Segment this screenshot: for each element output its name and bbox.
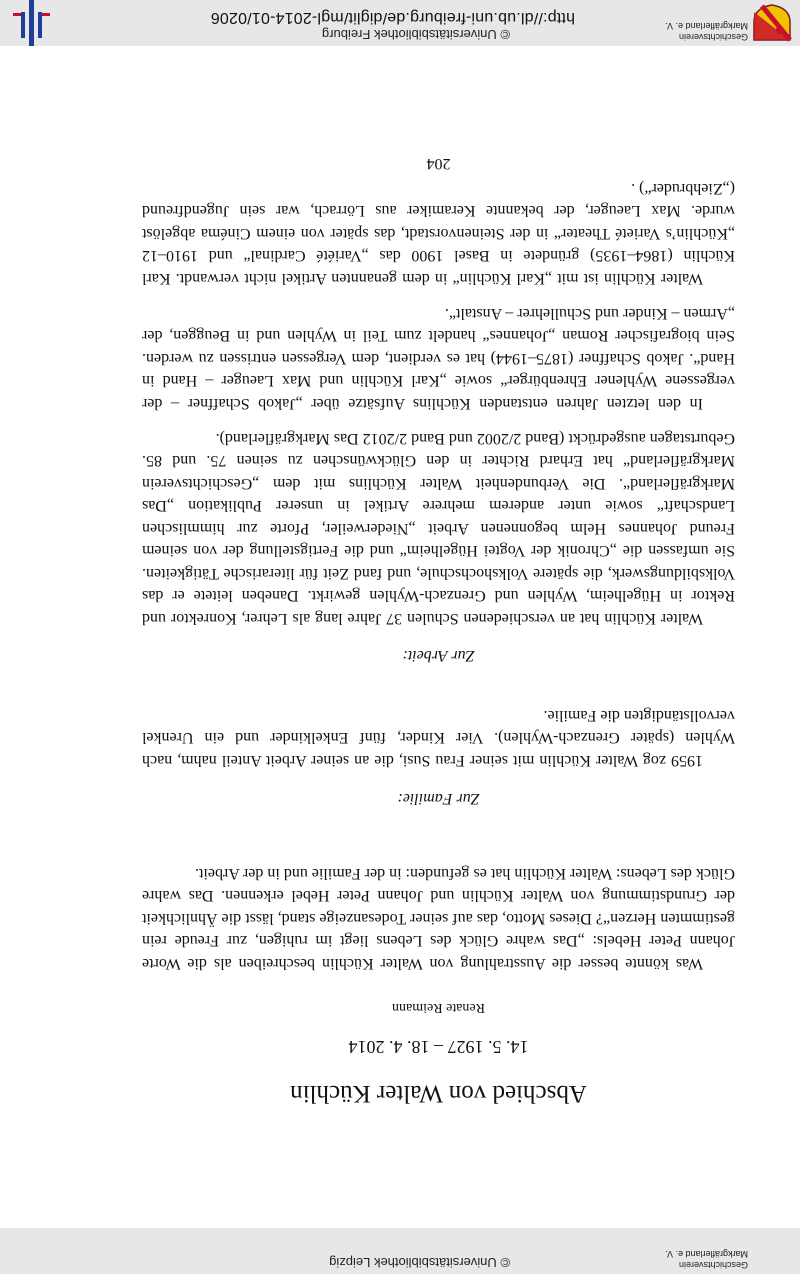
bottom-source-banner bbox=[0, 1228, 800, 1274]
university-library-logo-icon bbox=[12, 0, 52, 46]
copyright-notice: © Universitätsbibliothek Leipzig bbox=[329, 1255, 510, 1270]
article-author: Renate Reimann bbox=[392, 1000, 485, 1015]
coat-of-arms-icon bbox=[752, 4, 792, 42]
section-heading-family: Zur Familie: bbox=[397, 790, 480, 807]
copyright-notice: © Universitätsbibliothek Freiburg bbox=[321, 27, 510, 42]
society-name: Geschichtsverein Markgräflerland e. V. bbox=[665, 1249, 748, 1270]
society-name: Geschichtsverein Markgräflerland e. V. bbox=[665, 21, 748, 42]
top-source-banner bbox=[0, 0, 800, 46]
work-paragraph-2: In den letzten Jahren entstanden Küchlins Aufsätze über „Jakob Schaffner – der vergessene Wyhlener Ehrenbürger“ sowie „Karl Küchlin und Max Laeuger – Hand in Hand“. Jakob Schaffner (1875–1944) hat es verdient, dem Vergessen entrissen zu werden. Sein biografischer Roman „Johannes“ handelt zum Teil in Wyhlen und in Beuggen, der „Armen – Kinder und Schullehrer – Anstalt“. bbox=[142, 305, 735, 412]
section-heading-work: Zur Arbeit: bbox=[402, 647, 475, 664]
intro-paragraph: Was könnte besser die Ausstrahlung von Walter Küchlin beschreiben als die Worte Johann Peter Hebels: „Das wahre Glück des Lebens liegt im ruhigen, zur Freude rein gestimmten Herzen“? Dieses Motto, das auf seiner Todesanzeige stand, lässt die Ähnlichkeit der Grundstimmung von Walter Küchlin und Johann Peter Hebel erkennen. Das wahre Glück des Lebens: Walter Küchlin hat es gefunden: in der Familie und in der Arbeit. bbox=[142, 865, 735, 972]
page-number: 204 bbox=[426, 155, 451, 172]
family-paragraph: 1959 zog Walter Küchlin mit seiner Frau Susi, die an seiner Arbeit Anteil nahm, nach Wyhlen (später Grenzach-Wyhlen). Vier Kinder, fünf Enkelkinder und ein Urenkel vervollständigten die Familie. bbox=[142, 707, 735, 769]
work-paragraph-3: Walter Küchlin ist mit „Karl Küchlin“ in dem genannten Artikel nicht verwandt. Karl Küchlin (1864–1935) gründete in Basel 1900 das „Variété Cardinal“ und 1910–12 „Küchlin’s Varieté Theater“ in der Steinenvorstadt, das später von einem Cinéma abgelöst wurde. Max Laeuger, der bekannte Keramiker aus Lörrach, war sein Jugendfreund („Ziehbruder“) . bbox=[142, 180, 735, 287]
document-url[interactable]: http://dl.ub.uni-freiburg.de/diglit/mgl-2014-01/0206 bbox=[210, 9, 575, 26]
life-dates: 14. 5. 1927 – 18. 4. 2014 bbox=[348, 1037, 529, 1057]
article-title: Abschied von Walter Küchlin bbox=[290, 1080, 587, 1107]
work-paragraph-1: Walter Küchlin hat an verschiedenen Schulen 37 Jahre lang als Lehrer, Konrektor und Rektor in Hügelheim, Wyhlen und Grenzach-Wyhlen gewirkt. Daneben leitete er das Volksbildungswerk, die spätere Volkshochschule, und fand Zeit für literarische Tätigkeiten. Sie umfassen die „Chronik der Vogtei Hügelheim“ und die Fertigstellung der von seinem Freund Johannes Helm begonnenen Arbeit „Niederweiler, Pforte zur himmlischen Landschaft“ sowie unter anderem mehrere Artikel in unserer Publikation „Das Markgräflerland“. Die Verbundenheit Walter Küchlins mit dem „Geschichtsverein Markgräflerland“ hat Erhard Richter in den Glückwünschen zu seinen 75. und 85. Geburtstagen ausgedrückt (Band 2/2002 und Band 2/2012 Das Markgräflerland). bbox=[142, 430, 735, 627]
